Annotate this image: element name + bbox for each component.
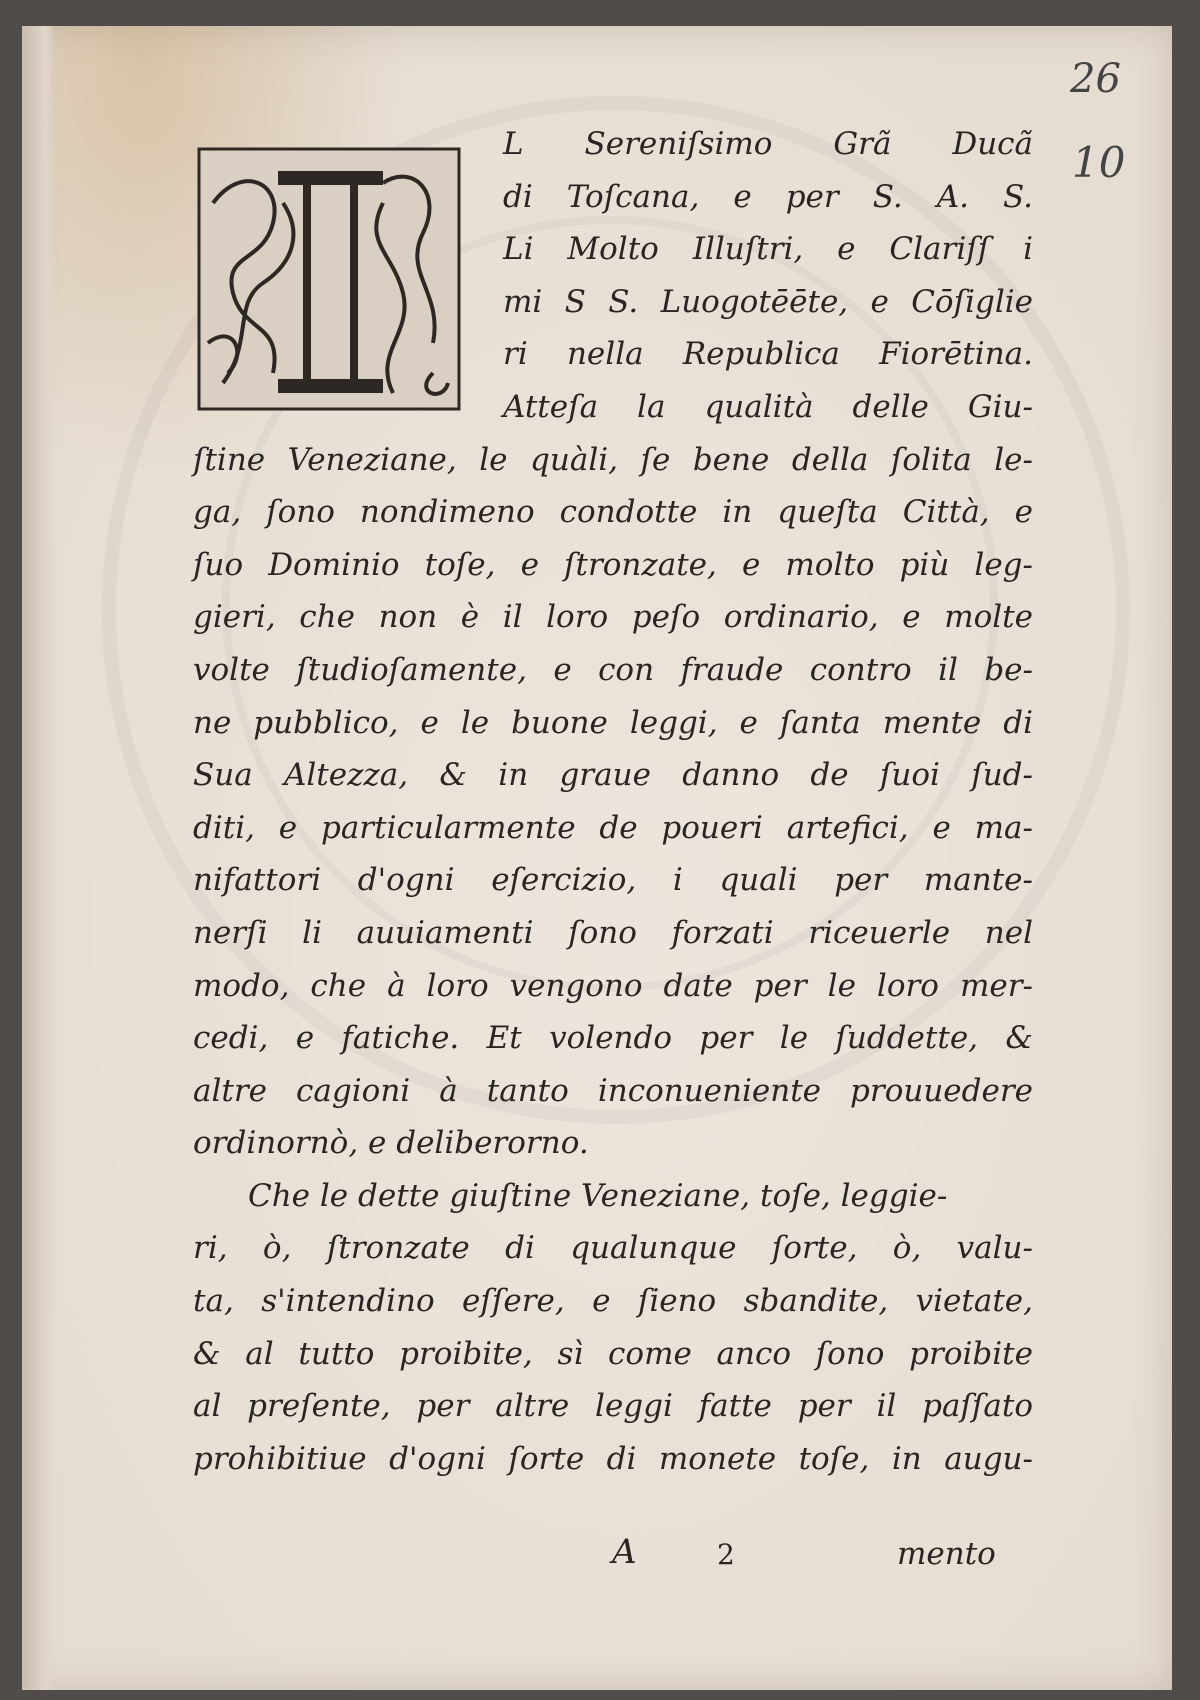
body-line: & al tutto proibite, sì come anco ſono proibite	[193, 1335, 1033, 1372]
folio-number-annotation: 10	[1072, 138, 1126, 187]
heading-line: di Toſcana, e per S. A. S.	[503, 178, 1033, 215]
heading-line: L Sereniſsimo Grã Ducã	[503, 126, 1033, 162]
body-line: nerſi li auuiamenti ſono forzati riceuerle nel	[193, 914, 1033, 951]
body-line: cedi, e fatiche. Et volendo per le ſuddette, &	[193, 1020, 1033, 1057]
body-line: altre cagioni à tanto inconueniente prouuedere	[193, 1072, 1033, 1109]
body-line: modo, che à loro vengono date per le loro mer-	[193, 967, 1033, 1004]
body-line: ri, ò, ſtronzate di qualunque ſorte, ò, valu-	[193, 1230, 1033, 1267]
signature-mark: A	[612, 1532, 637, 1572]
heading-line: mi S S. Luogotēēte, e Cōſiglie	[503, 283, 1033, 320]
heading-line: Li Molto Illuſtri, e Clariſſ i	[503, 231, 1033, 268]
body-line: ordinornò, e deliberorno.	[193, 1125, 589, 1162]
signature-number: 2	[717, 1538, 735, 1571]
body-line: gieri, che non è il loro peſo ordinario, e molte	[193, 599, 1033, 636]
body-line: al preſente, per altre leggi fatte per il paſſato	[193, 1388, 1033, 1425]
body-line: ne pubblico, e le buone leggi, e ſanta mente di	[193, 704, 1033, 741]
catchword: mento	[897, 1536, 996, 1572]
page-number-annotation: 26	[1070, 56, 1121, 102]
body-line: ta, s'intendino eſſere, e ſieno sbandite, vietate,	[193, 1283, 1033, 1320]
body-line: Atteſa la qualità delle Giu-	[503, 388, 1033, 425]
binding-gutter	[22, 26, 56, 1690]
body-line: Sua Altezza, & in graue danno de ſuoi ſud-	[193, 757, 1033, 794]
body-text	[193, 118, 1033, 1485]
body-line: volte ſtudioſamente, e con fraude contro il be-	[193, 651, 1033, 688]
body-line: ga, ſono nondimeno condotte in queſta Città, e	[193, 494, 1033, 531]
body-line: ſtine Veneziane, le quàli, ſe bene della ſolita le-	[193, 441, 1033, 478]
body-line: nifattori d'ogni eſercizio, i quali per mante-	[193, 862, 1033, 899]
body-line: prohibitiue d'ogni ſorte di monete toſe, in augu-	[193, 1440, 1033, 1477]
body-line: Che le dette giuſtine Veneziane, toſe, leggie-	[248, 1177, 948, 1214]
body-line: diti, e particularmente de poueri artefici, e ma-	[193, 809, 1033, 846]
body-line: ſuo Dominio toſe, e ſtronzate, e molto più leg-	[193, 546, 1033, 583]
heading-line: ri nella Republica Fiorētina.	[503, 336, 1033, 373]
